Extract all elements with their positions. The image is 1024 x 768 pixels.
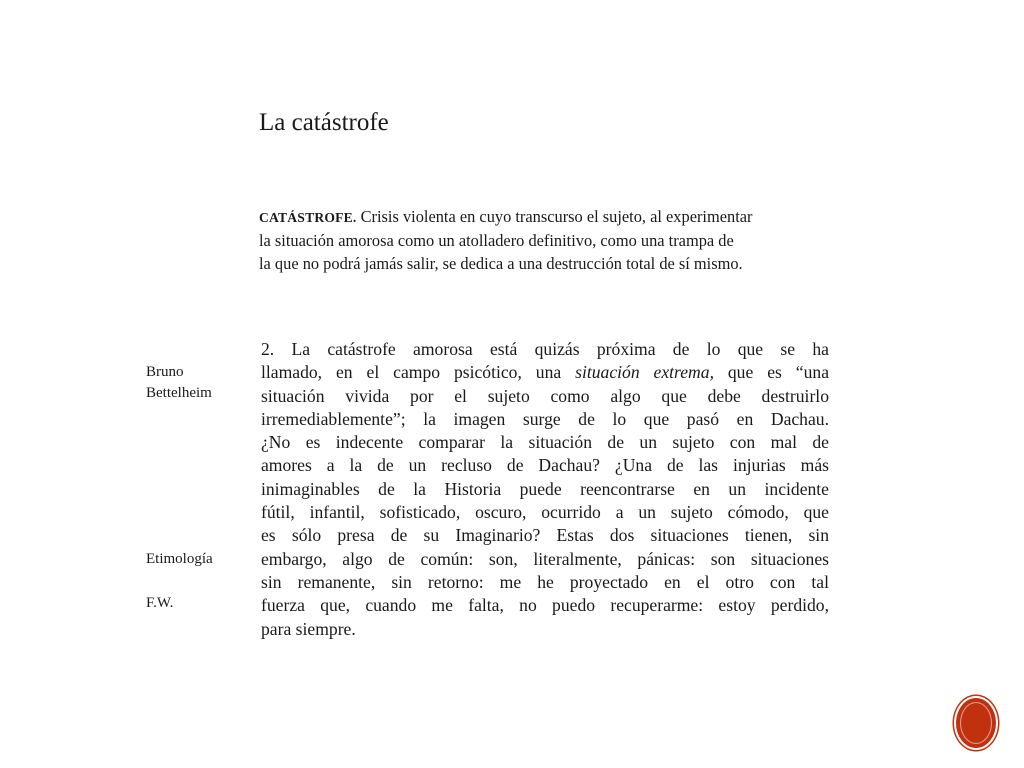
paragraph-line: [261, 361, 829, 384]
badge-ring-icon: [960, 702, 992, 744]
paragraph-line: fuerza que, cuando me falta, no puedo recuperarme: estoy perdido,: [261, 595, 829, 616]
paragraph-text: que es “una: [713, 362, 829, 383]
paragraph-line: fútil, infantil, sofisticado, oscuro, ocurrido a un sujeto cómodo, que: [261, 502, 829, 523]
definition-line-2: la situación amorosa como un atolladero definitivo, como una trampa de: [259, 231, 734, 250]
margin-note-bruno: Bruno: [146, 364, 184, 380]
paragraph-line: ¿No es indecente comparar la situación de un sujeto con mal de: [261, 432, 829, 453]
slide-number-badge: [956, 698, 996, 748]
definition-term: CATÁSTROFE.: [259, 210, 357, 225]
paragraph-line: inimaginables de la Historia puede reencontrarse en un incidente: [261, 478, 829, 499]
paragraph-line: sin remanente, sin retorno: me he proyectado en el otro con tal: [261, 571, 829, 592]
paragraph-line: para siempre.: [261, 618, 356, 639]
italic-phrase: situación extrema,: [575, 362, 714, 383]
body-paragraph: [261, 338, 829, 641]
definition-block: [259, 205, 824, 275]
definition-line-1: [259, 205, 824, 229]
paragraph-line: situación vivida por el sujeto como algo que debe destruirlo: [261, 385, 829, 406]
slide-title: La catástrofe: [259, 109, 389, 136]
paragraph-line: es sólo presa de su Imaginario? Estas dos situaciones tienen, sin: [261, 525, 829, 546]
paragraph-text: llamado, en el campo psicótico, una: [261, 362, 576, 383]
definition-text-1: Crisis violenta en cuyo transcurso el sujeto, al experimentar: [356, 207, 753, 226]
paragraph-line: 2. La catástrofe amorosa está quizás próxima de lo que se ha: [261, 339, 829, 359]
margin-note-fw: F.W.: [146, 595, 174, 611]
paragraph-line: irremediablemente”; la imagen surge de lo que pasó en Dachau.: [261, 408, 829, 429]
margin-note-bettelheim: Bettelheim: [146, 385, 212, 401]
paragraph-line: embargo, algo de común: son, literalmente, pánicas: son situaciones: [261, 548, 829, 569]
paragraph-line: amores a la de un recluso de Dachau? ¿Una de las injurias más: [261, 455, 829, 476]
margin-note-bruno-bettelheim: [146, 362, 212, 404]
definition-line-3: la que no podrá jamás salir, se dedica a una destrucción total de sí mismo.: [259, 254, 743, 273]
margin-note-etimologia: Etimología: [146, 551, 213, 567]
